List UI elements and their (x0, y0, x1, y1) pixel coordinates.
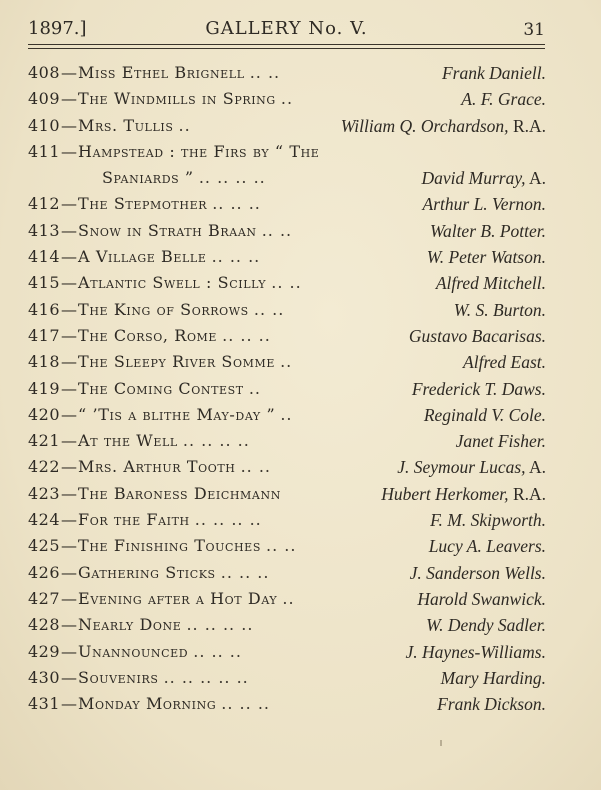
catalogue-entry (28, 639, 548, 665)
entry-number: 424 (28, 510, 61, 530)
entry-title: Souvenirs (78, 667, 159, 687)
entry-title: Mrs. Arthur Tooth (78, 457, 236, 477)
leader-dots: .. .. .. .. (194, 510, 262, 530)
entry-title: The Stepmother (78, 194, 208, 214)
entry-number: 426 (28, 562, 61, 582)
catalogue-entry (28, 165, 548, 191)
leader-dots: .. .. (266, 536, 297, 556)
entry-dash: — (61, 89, 78, 109)
artist-name: J. Sanderson Wells. (409, 562, 546, 583)
artist-name: Alfred East. (463, 352, 546, 373)
entry-number: 422 (28, 457, 61, 477)
artist-name: Harold Swanwick. (417, 588, 546, 609)
entry-artist (427, 244, 546, 270)
entry-title: The Sleepy River Somme (78, 352, 275, 372)
entry-title: The Baroness Deichmann (78, 483, 281, 503)
catalogue-entry (28, 297, 548, 323)
entry-artist (406, 639, 546, 665)
entry-number: 419 (28, 378, 61, 398)
entry-title: At the Well (78, 431, 178, 451)
artist-name: Frank Dickson. (437, 694, 546, 715)
leader-dots: .. .. (253, 299, 285, 319)
entry-artist (429, 533, 546, 559)
entry-dash: — (61, 352, 78, 372)
entry-number: 413 (28, 220, 61, 240)
catalogue-entry (28, 139, 548, 165)
entry-dash: — (61, 667, 78, 687)
entry-artist (381, 481, 546, 507)
entry-title: Snow in Strath Braan (78, 220, 257, 240)
entry-dash: — (61, 299, 78, 319)
leader-dots: .. (282, 588, 295, 608)
catalogue-entry (28, 428, 548, 454)
entry-title: Mrs. Tullis (78, 115, 174, 135)
entry-artist (422, 165, 546, 191)
catalogue-entry (28, 244, 548, 270)
leader-dots: .. .. .. (222, 325, 271, 345)
catalogue-entry (28, 60, 548, 86)
catalogue-entry (28, 586, 548, 612)
entry-number: 423 (28, 483, 61, 503)
entry-number: 428 (28, 615, 61, 635)
leader-dots: .. (280, 89, 294, 109)
artist-honours: R.A. (508, 483, 546, 504)
entry-artist (442, 60, 546, 86)
entry-dash: — (61, 536, 78, 556)
catalogue-entry (28, 454, 548, 480)
entry-dash: — (61, 273, 78, 293)
entry-number: 410 (28, 115, 61, 135)
entry-title: Miss Ethel Brignell (78, 63, 245, 82)
entry-artist (454, 297, 546, 323)
entry-number: 431 (28, 694, 61, 714)
artist-name: Frederick T. Daws. (411, 378, 546, 399)
artist-name: W. Dendy Sadler. (426, 615, 546, 636)
catalogue-entry (28, 612, 548, 638)
artist-name: William Q. Orchardson, (340, 115, 509, 136)
entry-number: 417 (28, 325, 61, 345)
catalogue-entry (28, 560, 548, 586)
entry-artist (461, 86, 546, 112)
entry-dash: — (61, 115, 78, 135)
entry-dash: — (61, 247, 78, 267)
leader-dots: .. (248, 378, 261, 398)
catalogue-entry (28, 323, 548, 349)
leader-dots: .. .. (271, 273, 302, 293)
catalogue-entry (28, 218, 548, 244)
entry-number: 425 (28, 536, 61, 556)
entry-dash: — (61, 510, 78, 530)
entry-artist (409, 323, 546, 349)
entry-title: Monday Morning (78, 694, 217, 714)
entry-artist (463, 349, 546, 375)
entry-artist (456, 428, 546, 454)
leader-dots: .. .. .. (220, 562, 270, 582)
leader-dots: .. .. (240, 457, 272, 477)
entry-dash: — (61, 325, 78, 345)
entry-dash: — (61, 615, 78, 635)
entry-title: Nearly Done (78, 615, 182, 635)
entry-title: The Coming Contest (78, 378, 244, 398)
artist-name: J. Seymour Lucas, (397, 457, 526, 478)
entry-title: Unannounced (78, 641, 189, 661)
entry-title: Atlantic Swell : Scilly (78, 273, 267, 293)
leader-dots: .. .. .. (221, 694, 270, 714)
leader-dots: .. .. .. (211, 247, 261, 267)
catalogue-entry (28, 349, 548, 375)
artist-name: Gustavo Bacarisas. (408, 325, 546, 346)
entry-dash: — (61, 457, 78, 477)
leader-dots: .. .. (261, 220, 293, 240)
entry-artist (430, 507, 546, 533)
entry-artist (437, 691, 546, 717)
leader-dots: .. .. .. .. .. (163, 667, 249, 687)
entry-number: 411 (28, 141, 61, 161)
artist-name: Frank Daniell. (441, 63, 546, 83)
catalogue-entry (28, 191, 548, 217)
entry-artist (412, 376, 546, 402)
artist-honours: R.A. (508, 115, 546, 136)
entry-number: 414 (28, 247, 61, 267)
page-number: 31 (523, 20, 545, 40)
entry-title: A Village Belle (78, 247, 207, 267)
entry-artist (410, 560, 546, 586)
entry-number: 418 (28, 352, 61, 372)
entry-title: The Finishing Touches (78, 536, 261, 556)
catalogue-entry (28, 507, 548, 533)
catalogue-entry (28, 270, 548, 296)
entry-dash: — (61, 194, 78, 214)
artist-name: Arthur L. Vernon. (422, 194, 546, 215)
catalogue-entry (28, 402, 548, 428)
entry-dash: — (61, 63, 78, 82)
leader-dots: .. (178, 115, 191, 135)
leader-dots: .. (280, 352, 293, 372)
entry-title: The Corso, Rome (78, 325, 218, 345)
entry-dash: — (61, 483, 78, 503)
entry-number: 409 (28, 89, 61, 109)
leader-dots: .. .. .. (212, 194, 261, 214)
header-title: GALLERY No. V. (205, 18, 368, 39)
artist-name: Lucy A. Leavers. (428, 536, 546, 557)
entry-number: 427 (28, 588, 61, 608)
artist-name: Alfred Mitchell. (435, 273, 546, 294)
entry-title: For the Faith (78, 510, 190, 530)
entry-artist (430, 218, 546, 244)
catalogue-entry (28, 533, 548, 559)
entry-dash: — (61, 562, 78, 582)
entry-dash: — (61, 431, 78, 451)
artist-name: Janet Fisher. (455, 431, 546, 452)
artist-name: Reginald V. Cole. (423, 404, 546, 425)
artist-name: F. M. Skipworth. (430, 510, 546, 531)
catalogue-entries (28, 60, 548, 717)
artist-name: A. F. Grace. (461, 89, 546, 110)
entry-artist (424, 402, 546, 428)
entry-title: Gathering Sticks (78, 562, 216, 582)
leader-dots: .. (280, 404, 293, 424)
artist-name: Walter B. Potter. (429, 220, 546, 241)
artist-name: Hubert Herkomer, (381, 483, 509, 504)
entry-artist (417, 586, 546, 612)
artist-name: W. S. Burton. (453, 299, 546, 320)
header-rule-thick (28, 44, 545, 45)
paper-speck (440, 740, 442, 746)
artist-name: David Murray, (421, 168, 526, 189)
entry-number: 430 (28, 667, 61, 687)
catalogue-entry (28, 691, 548, 717)
entry-title: Evening after a Hot Day (78, 588, 278, 608)
entry-artist (423, 191, 546, 217)
page-header (28, 14, 545, 44)
artist-honours: A. (525, 457, 546, 478)
entry-number: 415 (28, 273, 61, 293)
entry-number: 408 (28, 63, 61, 82)
header-rule-thin (28, 48, 545, 49)
leader-dots: .. .. .. .. (198, 168, 266, 188)
entry-dash: — (61, 378, 78, 398)
artist-name: W. Peter Watson. (426, 247, 546, 268)
entry-dash: — (61, 588, 78, 608)
header-year: 1897.] (28, 18, 87, 39)
entry-dash: — (61, 694, 78, 714)
entry-title: Spaniards ” (102, 168, 194, 188)
entry-number: 420 (28, 404, 61, 424)
entry-dash: — (61, 404, 78, 424)
entry-title: The King of Sorrows (78, 299, 249, 319)
entry-dash: — (61, 141, 78, 161)
entry-artist (436, 270, 546, 296)
artist-honours: A. (525, 168, 546, 189)
leader-dots: .. .. .. .. (186, 615, 254, 635)
leader-dots: .. .. .. .. (182, 431, 250, 451)
entry-title: Hampstead : the Firs by “ The (78, 141, 320, 161)
entry-title: The Windmills in Spring (78, 89, 276, 109)
entry-artist (426, 612, 546, 638)
catalogue-entry (28, 86, 548, 112)
entry-number: 421 (28, 431, 61, 451)
entry-title: “ ’Tis a blithe May-day ” (78, 404, 276, 424)
entry-dash: — (61, 220, 78, 240)
leader-dots: .. .. (249, 63, 281, 82)
entry-artist (397, 454, 546, 480)
entry-artist (341, 113, 546, 139)
entry-dash: — (61, 641, 78, 661)
entry-number: 412 (28, 194, 61, 214)
artist-name: J. Haynes-Williams. (405, 641, 546, 662)
leader-dots: .. .. .. (193, 641, 242, 661)
entry-number: 416 (28, 299, 61, 319)
entry-artist (441, 665, 546, 691)
catalogue-entry (28, 113, 548, 139)
catalogue-entry (28, 376, 548, 402)
entry-number: 429 (28, 641, 61, 661)
artist-name: Mary Harding. (440, 667, 546, 688)
catalogue-entry (28, 481, 548, 507)
catalogue-entry (28, 665, 548, 691)
